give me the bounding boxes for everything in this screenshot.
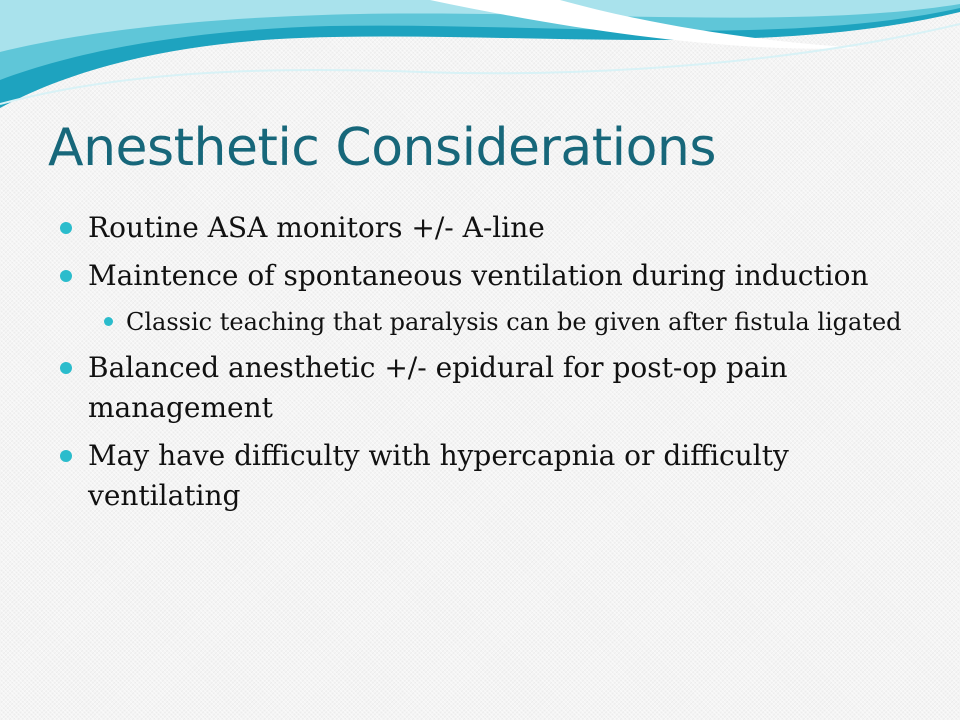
bullet-item <box>60 436 920 516</box>
bullet-icon <box>60 450 72 462</box>
bullet-text: May have difficulty with hypercapnia or difficulty ventilating <box>88 439 789 512</box>
sub-bullet-icon <box>104 317 113 326</box>
sub-bullet-text: Classic teaching that paralysis can be given after fistula ligated <box>126 308 902 336</box>
bullet-text: Balanced anesthetic +/- epidural for post-op pain management <box>88 351 788 424</box>
bullet-icon <box>60 270 72 282</box>
bullet-text: Routine ASA monitors +/- A-line <box>88 211 545 244</box>
header-wave-decoration <box>0 0 960 120</box>
bullet-item <box>60 348 920 428</box>
bullet-list <box>60 208 920 524</box>
bullet-icon <box>60 222 72 234</box>
sub-bullet-item <box>60 304 920 340</box>
bullet-item <box>60 208 920 248</box>
bullet-icon <box>60 362 72 374</box>
bullet-text: Maintence of spontaneous ventilation during induction <box>88 259 869 292</box>
bullet-item <box>60 256 920 296</box>
slide-title: Anesthetic Considerations <box>48 118 716 178</box>
